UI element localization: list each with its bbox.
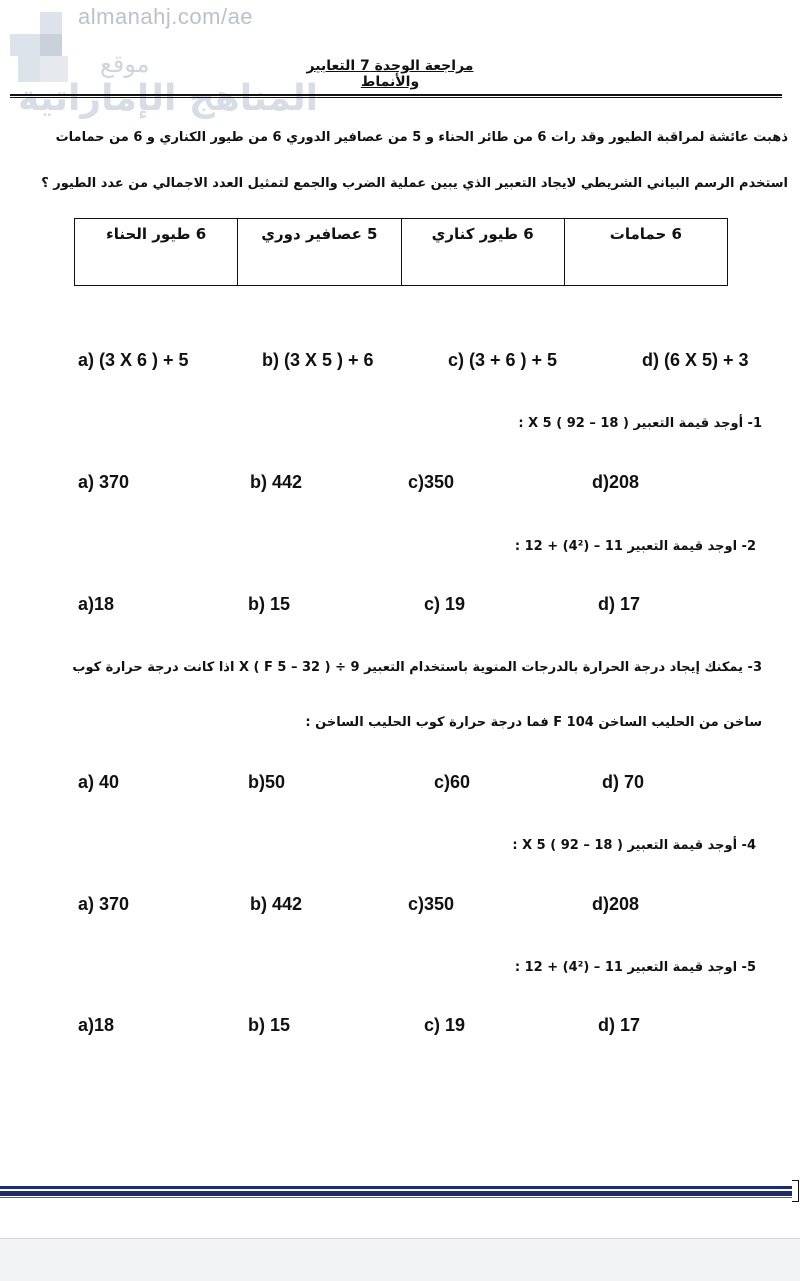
footer-divider-thick <box>0 1191 792 1196</box>
q3-option-c: c)60 <box>434 772 471 792</box>
q2-option-b: b) 15 <box>248 594 291 614</box>
header-divider <box>10 94 782 96</box>
question-2-prompt: 2- اوجد قيمة التعبير 11 – (4²) + 12 : <box>514 539 756 554</box>
q5-option-a: a)18 <box>78 1015 115 1035</box>
header-divider-thin <box>10 97 782 98</box>
intro-text-line1: ذهبت عائشة لمراقبة الطيور وقد رات 6 من طائر الحناء و 5 من عصافير الدوري 6 من طيور الكناري و 6 من حمامات <box>55 130 788 145</box>
q1-option-c: c)350 <box>408 472 455 492</box>
table-cell-canaries: 6 طيور كناري <box>401 219 564 286</box>
footer-divider-top <box>0 1186 792 1189</box>
intro-option-c: c) (3 + 6 ) + 5 <box>448 350 558 370</box>
watermark-text-line1: موقع <box>100 50 150 78</box>
watermark-text-line2: المناهج الإماراتية <box>18 78 318 119</box>
q4-option-a: a) 370 <box>78 894 130 914</box>
footer-divider-cap <box>792 1180 799 1202</box>
q2-option-a: a)18 <box>78 594 115 614</box>
q1-option-a: a) 370 <box>78 472 130 492</box>
q4-option-b: b) 442 <box>250 894 303 914</box>
birds-table <box>74 218 728 286</box>
intro-option-d: d) (6 X 5) + 3 <box>642 350 749 370</box>
table-cell-pigeons: 6 حمامات <box>564 219 727 286</box>
q1-option-d: d)208 <box>592 472 640 492</box>
footer-divider-bottom <box>0 1197 792 1198</box>
question-3-prompt-line1: 3- يمكنك إيجاد درجة الحرارة بالدرجات المنوية باستخدام التعبير 9 ÷ ( 32 – 5 X ( F اذا كانت درجة حرارة كوب <box>72 660 762 675</box>
site-logo-icon <box>10 6 76 84</box>
q3-option-b: b)50 <box>248 772 286 792</box>
q5-option-b: b) 15 <box>248 1015 291 1035</box>
q1-option-b: b) 442 <box>250 472 303 492</box>
question-5-prompt: 5- اوجد قيمة التعبير 11 – (4²) + 12 : <box>514 960 756 975</box>
q4-option-d: d)208 <box>592 894 640 914</box>
q3-option-d: d) 70 <box>602 772 645 792</box>
q5-option-c: c) 19 <box>424 1015 466 1035</box>
question-1-prompt: 1- أوجد قيمة التعبير ( 18 – 92 ) X 5 : <box>518 416 762 431</box>
q5-option-d: d) 17 <box>598 1015 641 1035</box>
site-url: almanahj.com/ae <box>78 4 254 29</box>
question-3-prompt-line2: ساخن من الحليب الساخن 104 F فما درجة حرارة كوب الحليب الساخن : <box>305 715 762 730</box>
intro-option-b: b) (3 X 5 ) + 6 <box>262 350 374 370</box>
q4-option-c: c)350 <box>408 894 455 914</box>
question-4-prompt: 4- أوجد قيمة التعبير ( 18 – 92 ) X 5 : <box>512 838 756 853</box>
page-bottom-edge <box>0 1238 800 1281</box>
table-cell-robins: 6 طيور الحناء <box>75 219 238 286</box>
q2-option-c: c) 19 <box>424 594 466 614</box>
page-title: مراجعة الوحدة 7 التعابير والأنماط <box>306 58 474 90</box>
q3-option-a: a) 40 <box>78 772 120 792</box>
intro-text-line2: استخدم الرسم البياني الشريطي لايجاد التعبير الذي يبين عملية الضرب والجمع لتمثيل العدد الاجمالي من عدد الطيور ؟ <box>41 176 788 191</box>
table-cell-sparrows: 5 عصافير دوري <box>238 219 401 286</box>
q2-option-d: d) 17 <box>598 594 641 614</box>
intro-option-a: a) (3 X 6 ) + 5 <box>78 350 189 370</box>
